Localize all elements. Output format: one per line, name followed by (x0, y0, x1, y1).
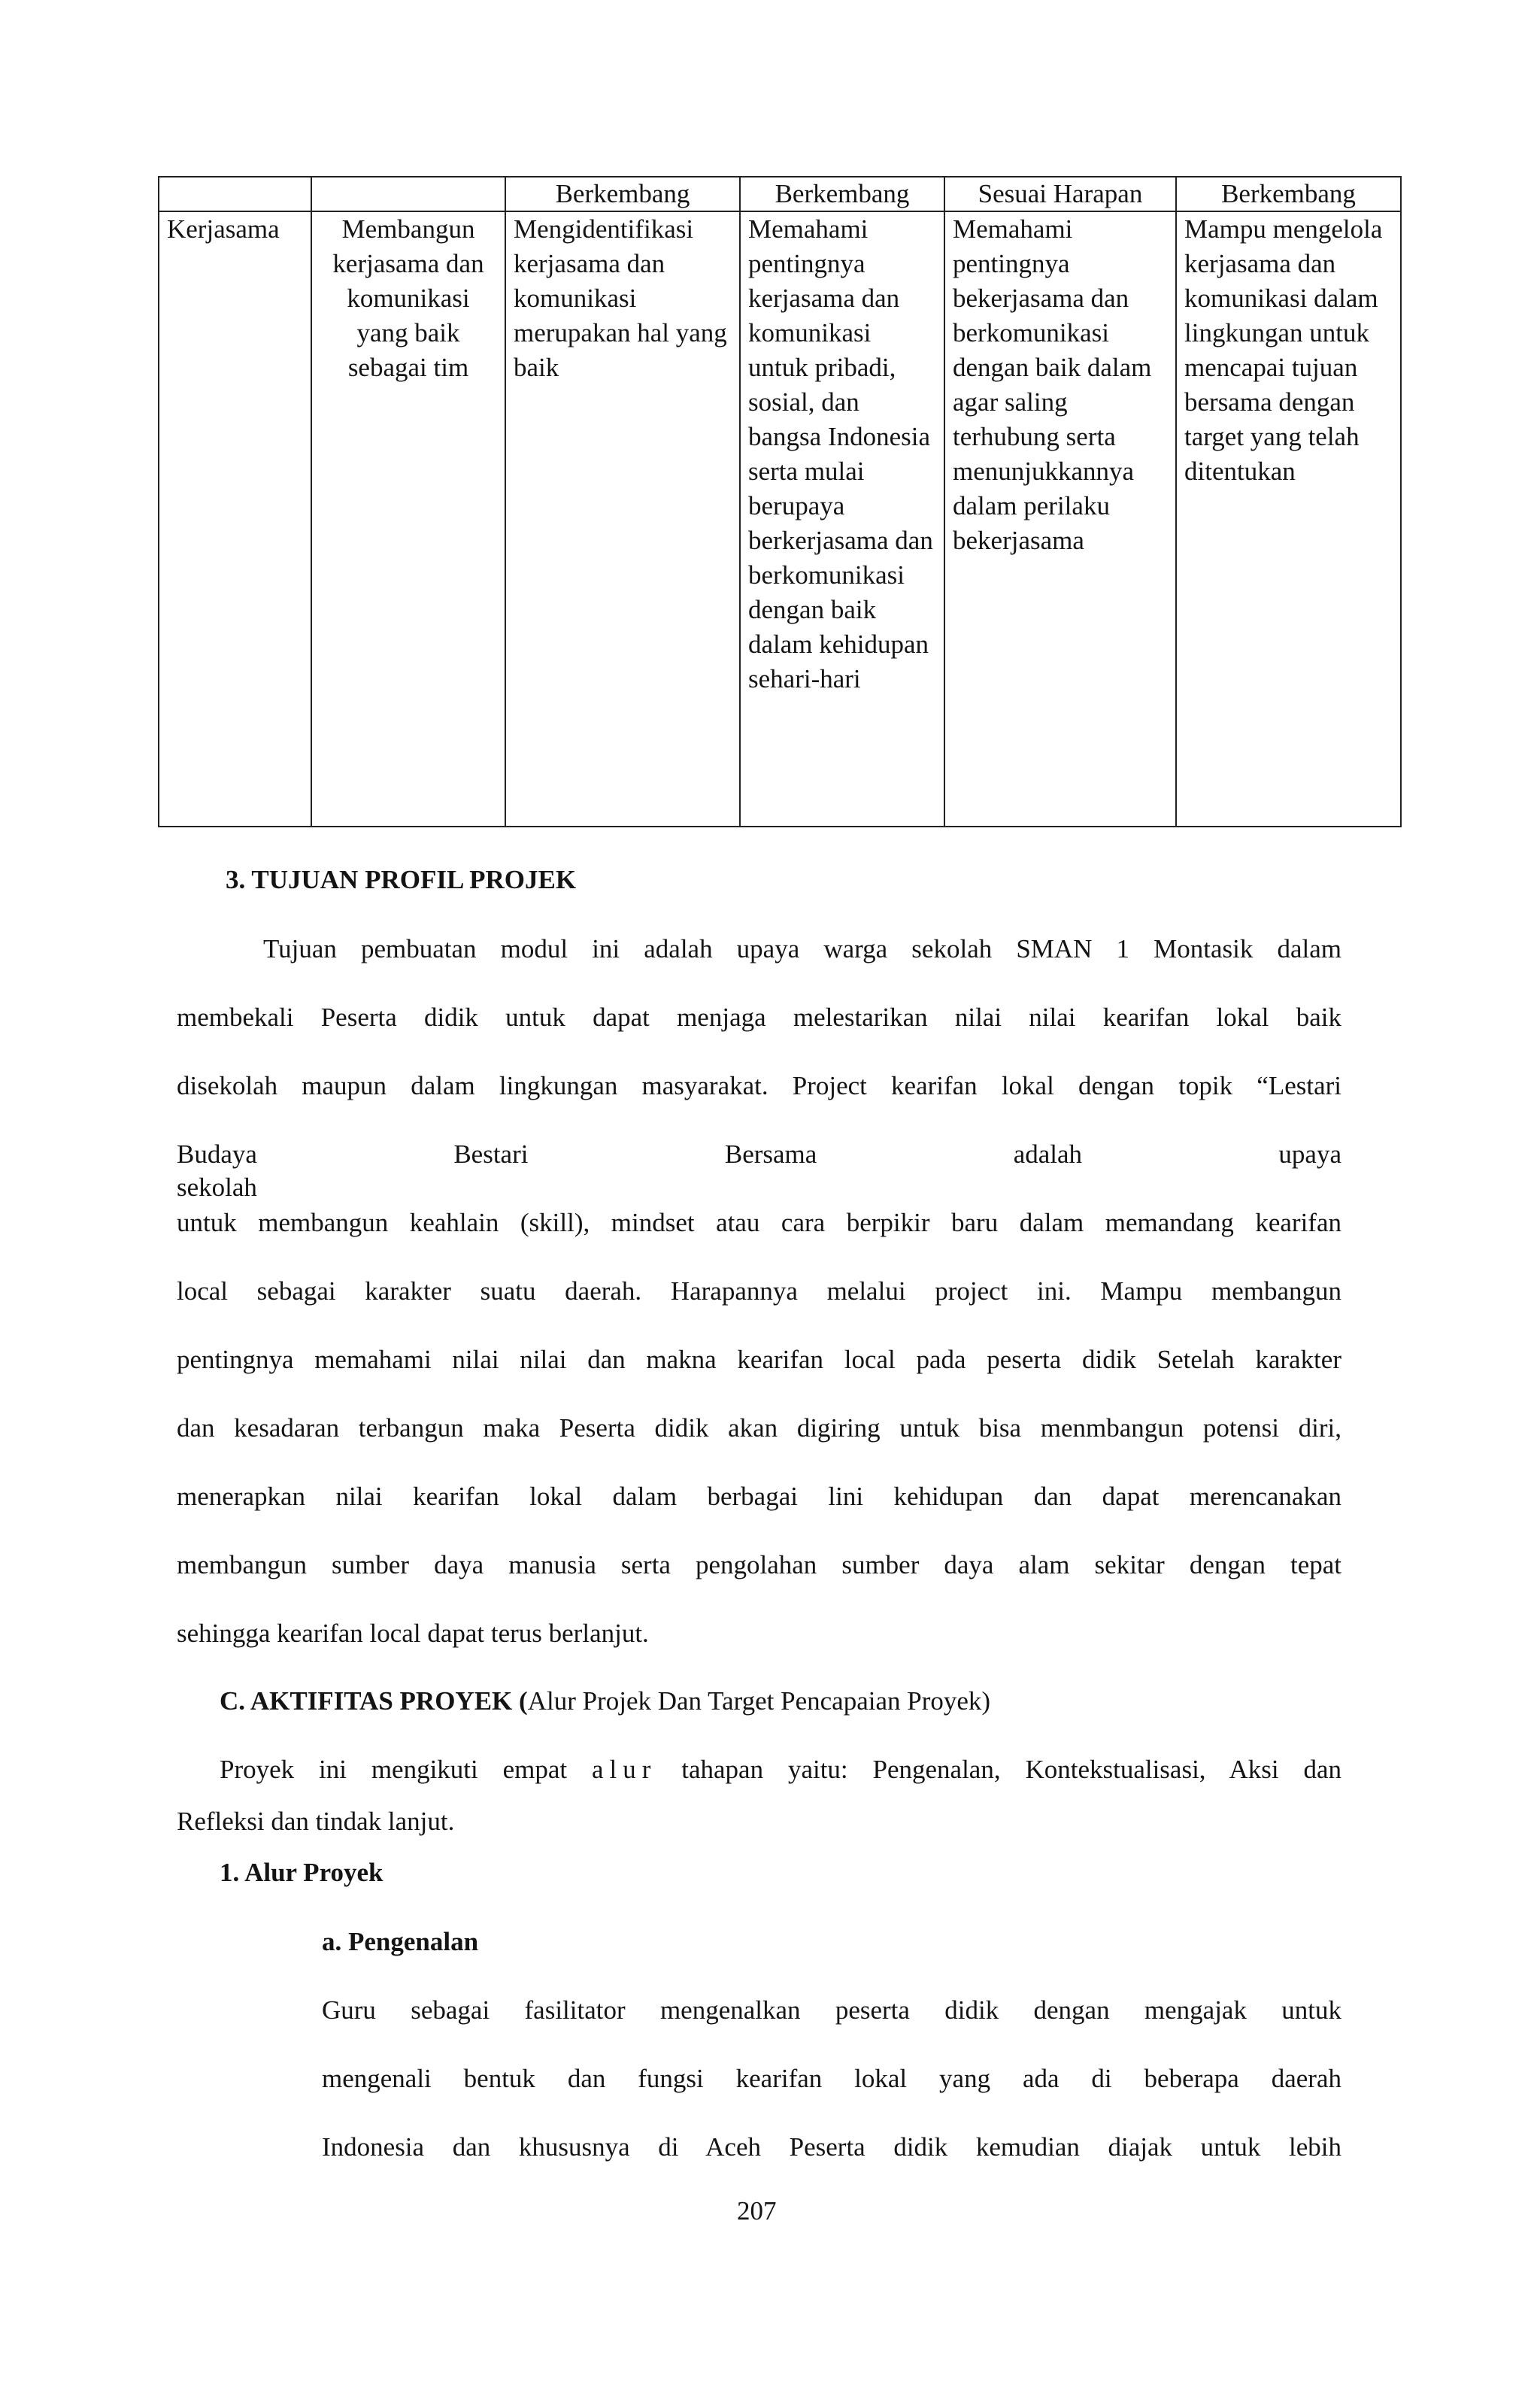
table-header-row (159, 177, 1401, 211)
paragraph-line: disekolah maupun dalam lingkungan masyarakat. Project kearifan lokal dengan topik “Lestari (177, 1071, 1341, 1100)
paragraph-line: Indonesia dan khususnya di Aceh Peserta didik kemudian diajak untuk lebih (322, 2132, 1341, 2162)
paragraph-line: membangun sumber daya manusia serta pengolahan sumber daya alam sekitar dengan tepat (177, 1550, 1341, 1579)
table-cell-level-1: Mengidentifikasi kerjasama dan komunikasi merupakan hal yang baik (505, 211, 740, 827)
table-cell (311, 177, 505, 211)
subheading: 1. Alur Proyek (220, 1858, 383, 1887)
paragraph-line: Guru sebagai fasilitator mengenalkan peserta didik dengan mengajak untuk (322, 1995, 1341, 2025)
table-cell: Sesuai Harapan (944, 177, 1176, 211)
paragraph-line: mengenali bentuk dan fungsi kearifan lokal yang ada di beberapa daerah (322, 2064, 1341, 2093)
paragraph-line: dan kesadaran terbangun maka Peserta didik akan digiring untuk bisa menmbangun potensi diri, (177, 1413, 1341, 1443)
section-heading-rest: Alur Projek Dan Target Pencapaian Proyek) (527, 1686, 991, 1716)
paragraph-line (220, 1753, 1341, 1786)
paragraph-line: membekali Peserta didik untuk dapat menjaga melestarikan nilai nilai kearifan lokal baik (177, 1003, 1341, 1032)
table-cell-level-4: Mampu mengelola kerjasama dan komunikasi dalam lingkungan untuk mencapai tujuan bersama dengan target yang telah ditentukan (1176, 211, 1401, 827)
text-span-spaced: alur (591, 1755, 657, 1784)
paragraph-line: menerapkan nilai kearifan lokal dalam berbagai lini kehidupan dan dapat merencanakan (177, 1482, 1341, 1511)
paragraph-line: sehingga kearifan local dapat terus berlanjut. (177, 1619, 649, 1648)
table-cell-level-3: Memahami pentingnya bekerjasama dan berkomunikasi dengan baik dalam agar saling terhubung serta menunjukkannya dalam perilaku bekerjasama (944, 211, 1176, 827)
table-cell-level-2: Memahami pentingnya kerjasama dan komunikasi untuk pribadi, sosial, dan bangsa Indonesia serta mulai berupaya berkerjasama dan berkomunikasi dengan baik dalam kehidupan sehari-hari (740, 211, 944, 827)
paragraph-line: untuk membangun keahlain (skill), mindset atau cara berpikir baru dalam memandang kearifan (177, 1208, 1341, 1237)
text-span: tahapan yaitu: Pengenalan, Kontekstualisasi, Aksi dan (656, 1755, 1341, 1784)
section-heading (220, 1685, 990, 1718)
section-heading-bold: C. AKTIFITAS PROYEK ( (220, 1686, 528, 1716)
table-cell-element: Membangun kerjasama dan komunikasi yang baik sebagai tim (311, 211, 505, 827)
section-heading: 3. TUJUAN PROFIL PROJEK (226, 865, 577, 894)
subheading: a. Pengenalan (322, 1927, 479, 1956)
page-number: 207 (737, 2196, 777, 2226)
paragraph-line: local sebagai karakter suatu daerah. Harapannya melalui project ini. Mampu membangun (177, 1276, 1341, 1306)
paragraph-line: Tujuan pembuatan modul ini adalah upaya warga sekolah SMAN 1 Montasik dalam (263, 934, 1341, 963)
table-cell: Berkembang (740, 177, 944, 211)
paragraph-line: Budaya Bestari Bersama adalah upaya sekolah (177, 1139, 1341, 1202)
paragraph-line: Refleksi dan tindak lanjut. (177, 1807, 455, 1836)
table-row (159, 211, 1401, 827)
paragraph-line: pentingnya memahami nilai nilai dan makna kearifan local pada peserta didik Setelah karakter (177, 1345, 1341, 1374)
text-span: Proyek ini mengikuti empat (220, 1755, 592, 1784)
rubric-table (158, 176, 1402, 827)
table-cell: Berkembang (505, 177, 740, 211)
table-cell: Berkembang (1176, 177, 1401, 211)
table-cell-dimension: Kerjasama (159, 211, 311, 827)
table-cell (159, 177, 311, 211)
